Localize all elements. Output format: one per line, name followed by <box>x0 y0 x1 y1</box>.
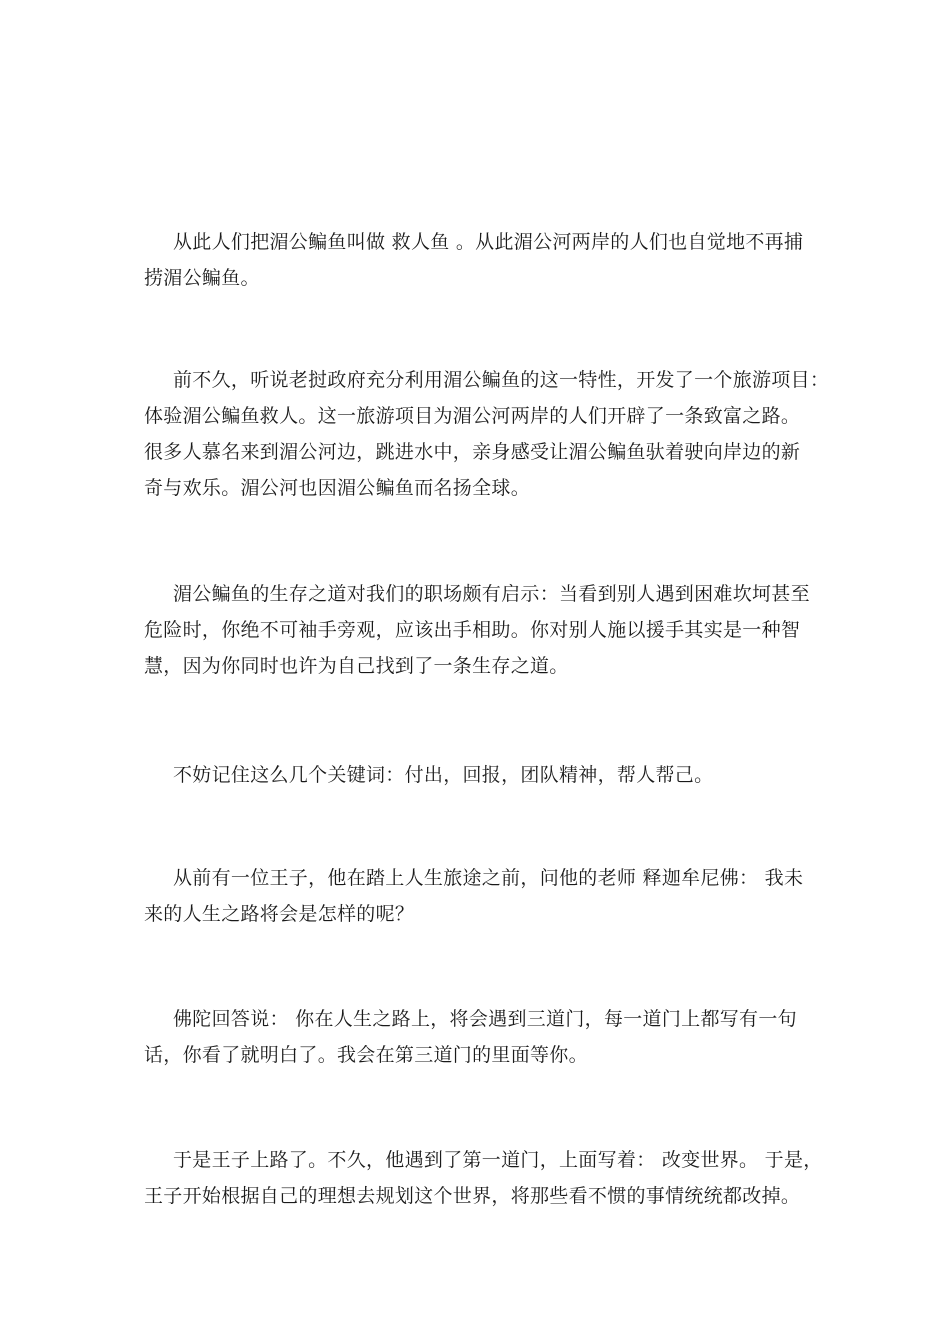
paragraph-line: 奇与欢乐。湄公河也因湄公鳊鱼而名扬全球。 <box>144 477 531 499</box>
paragraph-line: 佛陀回答说： 你在人生之路上，将会遇到三道门，每一道门上都写有一句 <box>173 1008 797 1030</box>
paragraph-line: 捞湄公鳊鱼。 <box>144 267 260 289</box>
paragraph-line: 从此人们把湄公鳊鱼叫做 救人鱼 。从此湄公河两岸的人们也自觉地不再捕 <box>173 231 804 253</box>
paragraph-line: 很多人慕名来到湄公河边，跳进水中，亲身感受让湄公鳊鱼驮着驶向岸边的新 <box>144 441 801 463</box>
paragraph-5 <box>144 860 814 932</box>
paragraph-line: 于是王子上路了。不久，他遇到了第一道门，上面写着： 改变世界。 于是， <box>173 1149 823 1171</box>
paragraph-line: 王子开始根据自己的理想去规划这个世界，将那些看不惯的事情统统都改掉。 <box>144 1185 801 1207</box>
paragraph-3 <box>144 576 814 684</box>
paragraph-1 <box>144 224 814 296</box>
paragraph-line: 不妨记住这么几个关键词：付出，回报，团队精神，帮人帮己。 <box>173 764 714 786</box>
paragraph-line: 从前有一位王子，他在踏上人生旅途之前，问他的老师 释迦牟尼佛： 我未 <box>173 867 804 889</box>
paragraph-line: 前不久，听说老挝政府充分利用湄公鳊鱼的这一特性，开发了一个旅游项目： <box>173 369 830 391</box>
paragraph-line: 危险时，你绝不可袖手旁观，应该出手相助。你对别人施以援手其实是一种智 <box>144 619 801 641</box>
paragraph-2 <box>144 362 830 506</box>
paragraph-line: 来的人生之路将会是怎样的呢？ <box>144 903 415 925</box>
paragraph-line: 慧，因为你同时也许为自己找到了一条生存之道。 <box>144 655 569 677</box>
paragraph-6 <box>144 1001 814 1073</box>
paragraph-7 <box>144 1142 823 1214</box>
paragraph-line: 话，你看了就明白了。我会在第三道门的里面等你。 <box>144 1044 588 1066</box>
paragraph-4 <box>144 757 814 793</box>
paragraph-line: 体验湄公鳊鱼救人。这一旅游项目为湄公河两岸的人们开辟了一条致富之路。 <box>144 405 801 427</box>
paragraph-line: 湄公鳊鱼的生存之道对我们的职场颇有启示：当看到别人遇到困难坎坷甚至 <box>173 583 810 605</box>
